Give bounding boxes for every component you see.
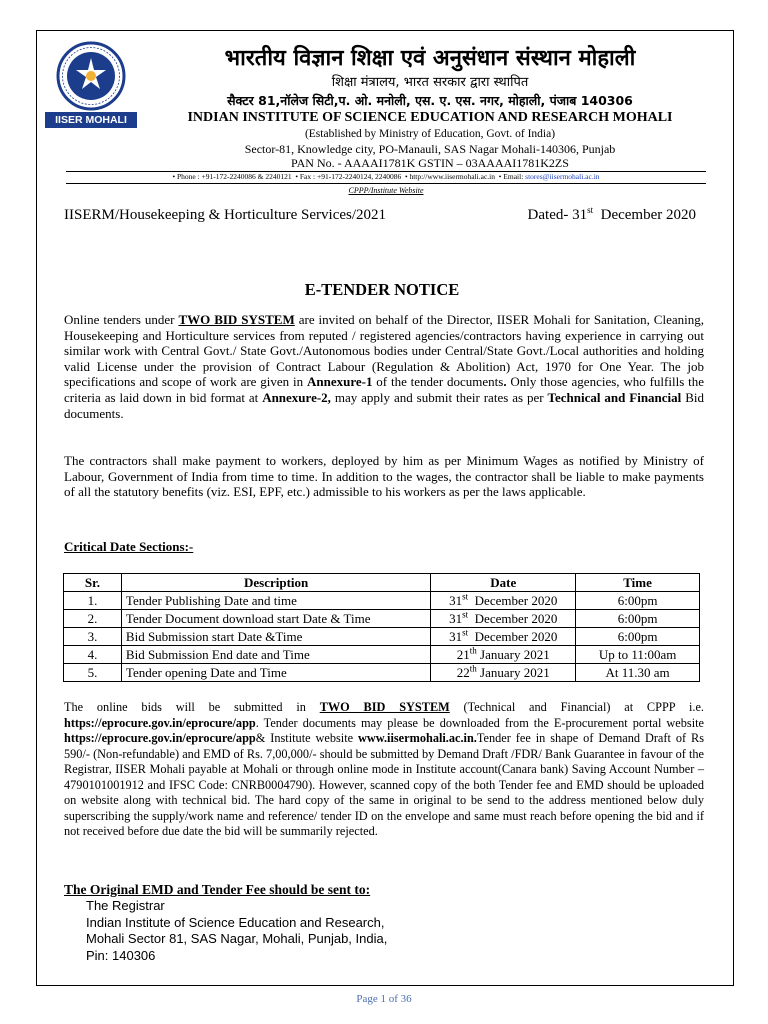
table-row: 5. Tender opening Date and Time 22th January 2021 At 11.30 am bbox=[64, 664, 700, 682]
email-label: Email: bbox=[503, 172, 524, 181]
hindi-institute-title: भारतीय विज्ञान शिक्षा एवं अनुसंधान संस्थान मोहाली bbox=[224, 46, 636, 71]
address-line: Indian Institute of Science Education and Research, bbox=[86, 914, 385, 930]
contact-line bbox=[66, 170, 706, 183]
eprocure-link[interactable]: https://eprocure.gov.in/eprocure/app bbox=[64, 731, 256, 745]
header-rule-bottom bbox=[66, 183, 706, 184]
bullet-icon: • bbox=[295, 172, 299, 181]
col-date: Date bbox=[431, 574, 576, 592]
table-row: 4. Bid Submission End date and Time 21th January 2021 Up to 11:00am bbox=[64, 646, 700, 664]
registrar-address bbox=[86, 898, 387, 964]
logo-caption: IISER MOHALI bbox=[45, 112, 137, 128]
hindi-subtitle: शिक्षा मंत्रालय, भारत सरकार द्वारा स्थापित bbox=[331, 75, 529, 90]
hindi-address: सैक्टर 81,नॉलेज सिटी,प. ओ. मनोली, एस. ए. एस. नगर, मोहाली, पंजाब 140306 bbox=[227, 93, 633, 108]
table-row: 2. Tender Document download start Date & Time 31st December 2020 6:00pm bbox=[64, 610, 700, 628]
bullet-icon: • bbox=[172, 172, 176, 181]
notice-date: Dated- 31st December 2020 bbox=[527, 205, 696, 223]
iiser-logo-icon bbox=[56, 40, 126, 114]
submission-paragraph: The online bids will be submitted in TWO BID SYSTEM (Technical and Financial) at CPPP i.e. https://eprocure.gov.in/eprocure/app. Tender documents may please be downloaded from the E-procurement portal website https://eprocure.gov.in/eprocure/app& Institute website www.iisermohali.ac.in.Tender fee in shape of Demand Draft of Rs 590/- (Non-refundable) and EMD of Rs. 7,00,000/- should be submitted by Demand Draft /FDR/ Bank Guarantee in favour of the Registrar, IISER Mohali payable at Mohali or through online mode in Institute account(Canara bank) Saving Account Number – 4790101001912 and IFSC Code: CNRB0004790). However, scanned copy of the both Tender fee and EMD should be uploaded on website along with technical bid. The hard copy of the same in original to be send to the address mentioned below duly superscribing the supply/work name and reference/ tender ID on the envelope and same must reach before opening the bid and if not received before due date the bid will be summarily rejected. bbox=[64, 700, 704, 838]
table-header-row bbox=[64, 574, 700, 592]
critical-dates-table bbox=[63, 573, 700, 682]
send-to-title: The Original EMD and Tender Fee should be sent to: bbox=[64, 882, 371, 897]
reference-line bbox=[64, 207, 700, 224]
bullet-icon: • bbox=[498, 172, 502, 181]
institute-title: INDIAN INSTITUTE OF SCIENCE EDUCATION AND RESEARCH MOHALI bbox=[187, 110, 673, 125]
institute-website-link[interactable]: www.iisermohali.ac.in. bbox=[358, 731, 477, 745]
email-link[interactable]: stores@iisermohali.ac.in bbox=[525, 172, 600, 181]
pan-gstin: PAN No. - AAAAI1781K GSTIN – 03AAAAI1781K2ZS bbox=[291, 156, 569, 170]
address-line: The Registrar bbox=[86, 898, 165, 913]
phone: Phone : +91-172-2240086 & 2240121 bbox=[176, 172, 292, 181]
address-line: Pin: 140306 bbox=[86, 947, 156, 963]
col-description: Description bbox=[121, 574, 430, 592]
table-row: 3. Bid Submission start Date &Time 31st December 2020 6:00pm bbox=[64, 628, 700, 646]
wages-paragraph: The contractors shall make payment to workers, deployed by him as per Minimum Wages as notified by Ministry of Labour, Government of India from time to time. In addition to the wages, the contractor shall be liable to make payments of all the statutory benefits (viz. ESI, EPF, etc.) admissible to his workers as per the laws applicable. bbox=[64, 453, 704, 500]
address-line: Mohali Sector 81, SAS Nagar, Mohali, Punjab, India, bbox=[86, 931, 388, 946]
col-sr: Sr. bbox=[64, 574, 122, 592]
established-note: (Established by Ministry of Education, Govt. of India) bbox=[304, 128, 556, 140]
eprocure-link[interactable]: https://eprocure.gov.in/eprocure/app bbox=[64, 715, 256, 730]
page-number: Page 1 of 36 bbox=[356, 993, 412, 1005]
notice-heading: E-TENDER NOTICE bbox=[304, 280, 460, 299]
bullet-icon: • bbox=[404, 172, 408, 181]
critical-dates-title: Critical Date Sections:- bbox=[64, 539, 194, 554]
website-link[interactable]: http://www.iisermohali.ac.in bbox=[409, 172, 496, 181]
intro-paragraph: Online tenders under TWO BID SYSTEM are invited on behalf of the Director, IISER Mohali for Sanitation, Cleaning, Housekeeping and Horticulture services from reputed / registered agencies/contractors having experience in carrying out similar work with Central Govt./ State Govt./Autonomous bodies under Central/State Govt./Local authorities and holding valid License under the provision of Contract Labour (Regulation & Abolition) Act, 1970 for One Year. The job specifications and scope of work are given in Annexure-1 of the tender documents. Only those agencies, who fulfills the criteria as laid down in bid format at Annexure-2, may apply and submit their rates as per Technical and Financial Bid documents. bbox=[64, 312, 704, 421]
reference-number: IISERM/Housekeeping & Horticulture Services/2021 bbox=[64, 207, 387, 223]
fax: Fax : +91-172-2240124, 2240086 bbox=[299, 172, 402, 181]
institute-address: Sector-81, Knowledge city, PO-Manauli, SAS Nagar Mohali-140306, Punjab bbox=[244, 142, 616, 156]
cppp-note: CPPP/Institute Website bbox=[348, 186, 424, 195]
col-time: Time bbox=[576, 574, 700, 592]
table-row: 1. Tender Publishing Date and time 31st December 2020 6:00pm bbox=[64, 592, 700, 610]
